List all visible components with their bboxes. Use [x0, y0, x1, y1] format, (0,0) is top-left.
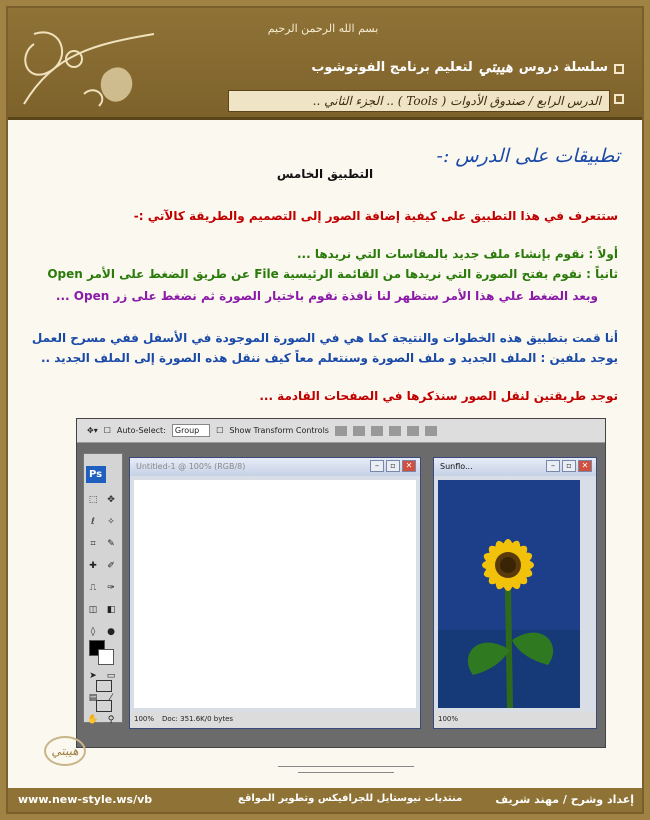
hand-tool-icon[interactable]: ✋	[87, 715, 99, 725]
document-titlebar[interactable]	[130, 458, 420, 476]
zoom-level[interactable]: 100%	[134, 715, 155, 723]
series-prefix: سلسلة دروس	[518, 59, 608, 75]
screen-mode-icon[interactable]	[96, 700, 112, 712]
align-top-icon[interactable]	[335, 426, 347, 436]
minimize-button[interactable]: –	[370, 460, 384, 472]
auto-select-label: Auto-Select:	[116, 426, 166, 435]
stamp-tool-icon[interactable]: ⎍	[89, 583, 97, 593]
document-title: Untitled-1 @ 100% (RGB/8)	[136, 462, 246, 471]
sunflower-image[interactable]	[438, 480, 580, 708]
series-suffix: لتعليم برنامج الفوتوشوب	[311, 59, 473, 75]
close-button[interactable]: ✕	[578, 460, 592, 472]
move-tool-icon[interactable]: ✥▾	[87, 426, 98, 435]
basmala: بسم الله الرحمن الرحيم	[267, 22, 379, 35]
main-content	[8, 123, 642, 783]
distribute-icon[interactable]	[389, 426, 401, 436]
quick-mask-icon[interactable]	[96, 680, 112, 692]
align-middle-icon[interactable]	[353, 426, 365, 436]
step-one-text: أولاً : نقوم بإنشاء ملف جديد بالمقاسات التي نريدها ...	[296, 247, 618, 261]
page-inner	[6, 6, 644, 814]
floral-ornament-icon	[14, 14, 164, 114]
divider	[298, 772, 394, 773]
marquee-tool-icon[interactable]: ⬚	[88, 495, 98, 505]
result-text-1: أنا قمت بتطبيق هذه الخطوات والنتيجة كما هي في الصورة الموجودة في الأسفل ففي مسرح العمل	[31, 331, 618, 345]
healing-tool-icon[interactable]: ✚	[89, 561, 97, 571]
methods-text: توجد طريقتين لنقل الصور سنذكرها في الصفحات القادمة ...	[259, 389, 618, 403]
show-transform-checkbox[interactable]: ☐	[216, 426, 224, 435]
background-color-swatch[interactable]	[98, 649, 114, 665]
exercise-title: التطبيق الخامس	[276, 167, 374, 181]
path-select-icon[interactable]: ➤	[89, 671, 97, 681]
step-two-continued-text: وبعد الضغط علي هذا الأمر ستظهر لنا نافذة نقوم باختيار الصورة ثم نضغط على زر Open ...	[55, 289, 598, 303]
document-statusbar	[434, 712, 596, 728]
move-tool-icon[interactable]: ✥	[107, 495, 115, 505]
crop-tool-icon[interactable]: ⌗	[90, 539, 96, 549]
author-credit: إعداد وشرح / مهند شريف	[495, 793, 634, 806]
blur-tool-icon[interactable]: ◊	[90, 627, 96, 637]
divider	[278, 766, 414, 767]
options-bar	[77, 419, 605, 443]
brush-tool-icon[interactable]: ✐	[107, 561, 115, 571]
document-statusbar	[130, 712, 420, 728]
history-brush-icon[interactable]: ✑	[107, 583, 115, 593]
blank-canvas[interactable]	[134, 480, 416, 708]
maximize-button[interactable]: ▫	[386, 460, 400, 472]
doc-info: Doc: 351.6K/0 bytes	[162, 715, 234, 723]
lesson-title: الدرس الرابع / صندوق الأدوات ( Tools ) .. الجزء الثاني ..	[228, 90, 610, 112]
footer-logo: هيبتي	[44, 736, 86, 766]
distribute-h-icon[interactable]	[407, 426, 419, 436]
header	[8, 8, 642, 120]
corner-square-icon	[614, 64, 624, 74]
auto-select-checkbox[interactable]: ☐	[103, 426, 111, 435]
close-button[interactable]: ✕	[402, 460, 416, 472]
untitled-document-window[interactable]	[129, 457, 421, 729]
photoshop-screenshot	[76, 418, 606, 748]
slice-tool-icon[interactable]: ✎	[107, 539, 115, 549]
magic-wand-icon[interactable]: ✧	[107, 517, 115, 527]
eyedropper-icon[interactable]: ⁄	[110, 693, 112, 703]
page-heading: تطبيقات على الدرس :-	[436, 145, 620, 167]
site-url[interactable]: www.new-style.ws/vb	[18, 793, 153, 806]
auto-align-icon[interactable]	[425, 426, 437, 436]
ps-logo: Ps	[86, 466, 106, 483]
zoom-tool-icon[interactable]: ⚲	[107, 715, 115, 725]
eraser-tool-icon[interactable]: ◫	[88, 605, 98, 615]
maximize-button[interactable]: ▫	[562, 460, 576, 472]
gradient-tool-icon[interactable]: ◧	[106, 605, 116, 615]
dodge-tool-icon[interactable]: ●	[107, 627, 115, 637]
forum-name: منتديات نيوستايل للجرافيكس وتطوير المواقع	[238, 793, 463, 804]
zoom-level[interactable]: 100%	[438, 715, 459, 723]
shape-tool-icon[interactable]: ▭	[106, 671, 116, 681]
sunflower-document-window[interactable]	[433, 457, 597, 729]
align-bottom-icon[interactable]	[371, 426, 383, 436]
document-titlebar[interactable]	[434, 458, 596, 476]
result-text-2: يوجد ملفين : الملف الجديد و ملف الصورة وسنتعلم معاً كيف ننقل هذه الصورة إلى الملف الجديد ..	[40, 351, 618, 365]
intro-text: ستتعرف في هذا التطبيق على كيفية إضافة الصور إلى التصميم والطريقة كالآتي :-	[133, 209, 618, 223]
tools-panel	[83, 453, 123, 723]
footer	[8, 788, 642, 812]
notes-tool-icon[interactable]: ▤	[88, 693, 98, 703]
auto-select-dropdown[interactable]: Group	[172, 424, 210, 437]
series-title	[311, 58, 608, 76]
corner-square-icon	[614, 94, 624, 104]
document-title: Sunflo...	[440, 462, 473, 471]
step-two-text: ثانياً : نقوم بفتح الصورة التي نريدها من القائمة الرئيسية File عن طريق الضغط على الأمر Open	[47, 267, 618, 281]
series-logo: هيبتي	[478, 58, 513, 76]
lasso-tool-icon[interactable]: ℓ	[91, 517, 95, 527]
minimize-button[interactable]: –	[546, 460, 560, 472]
show-transform-label: Show Transform Controls	[229, 426, 329, 435]
